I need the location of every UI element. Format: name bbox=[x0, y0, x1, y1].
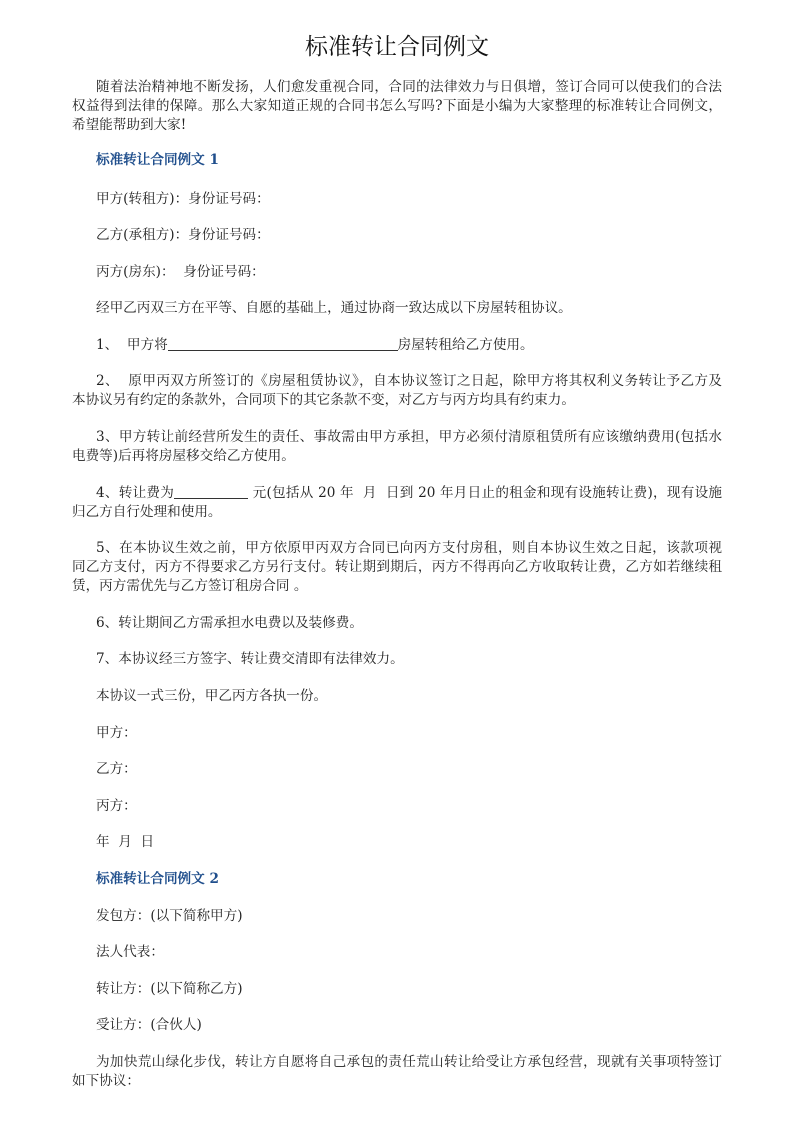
clause-6 bbox=[72, 614, 722, 633]
contractor-paragraph bbox=[72, 907, 722, 926]
signature-a bbox=[72, 724, 722, 743]
party-a-line: 甲方(转租方)：身份证号码： bbox=[96, 190, 270, 207]
signature-c-label: 丙方： bbox=[96, 797, 137, 814]
clause-line: 同乙方支付，丙方不得要求乙方另行支付。转让期到期后，丙方不得再向乙方收取转让费，乙方如若继续租 bbox=[72, 559, 722, 576]
section-2-heading-block bbox=[72, 870, 722, 889]
clause-1-prefix: 1、 甲方将 bbox=[96, 336, 168, 353]
clause-7 bbox=[72, 650, 722, 669]
clause-2 bbox=[72, 372, 722, 410]
clause-line: 6、转让期间乙方需承担水电费以及装修费。 bbox=[96, 614, 363, 631]
clause-1-suffix: 房屋转租给乙方使用。 bbox=[397, 336, 534, 353]
blank-underline bbox=[174, 486, 248, 499]
clause-3 bbox=[72, 428, 722, 466]
clause-5 bbox=[72, 539, 722, 596]
transferor-line: 转让方：(以下简称乙方) bbox=[96, 980, 243, 997]
document-title: 标准转让合同例文 bbox=[305, 34, 489, 60]
transferee-line: 受让方：(合伙人) bbox=[96, 1017, 202, 1034]
contractor-line: 发包方：(以下简称甲方) bbox=[96, 907, 243, 924]
signature-a-label: 甲方： bbox=[96, 724, 137, 741]
party-a-paragraph bbox=[72, 190, 722, 209]
copies-paragraph bbox=[72, 687, 722, 706]
blank-underline bbox=[168, 338, 398, 351]
clause-4-line bbox=[72, 484, 722, 503]
party-c-paragraph bbox=[72, 263, 722, 282]
intro-line: 希望能帮助到大家! bbox=[72, 116, 187, 133]
clause-line: 7、本协议经三方签字、转让费交清即有法律效力。 bbox=[96, 651, 404, 668]
clause-1 bbox=[72, 336, 722, 355]
party-c-line: 丙方(房东)： 身份证号码： bbox=[96, 263, 265, 280]
clause-4-suffix: 元(包括从 20 年 月 日到 20 年月日止的租金和现有设施转让费)，现有设施 bbox=[248, 484, 722, 501]
section-heading: 标准转让合同例文 1 bbox=[96, 151, 219, 168]
copies-line: 本协议一式三份，甲乙丙方各执一份。 bbox=[96, 688, 328, 705]
section-heading: 标准转让合同例文 2 bbox=[96, 871, 219, 887]
intro-line: 权益得到法律的保障。那么大家知道正规的合同书怎么写吗?下面是小编为大家整理的标准转让合同例文， bbox=[72, 97, 722, 114]
clause-line: 2、 原甲丙双方所签订的《房屋租赁协议》，自本协议签订之日起，除甲方将其权利义务转让予乙方及 bbox=[96, 373, 722, 390]
clause-line: 赁，丙方需优先与乙方签订租房合同 。 bbox=[72, 578, 308, 595]
date-paragraph bbox=[72, 833, 722, 852]
section-1-heading-block bbox=[72, 151, 722, 170]
clause-4-prefix: 4、转让费为 bbox=[96, 484, 175, 501]
document-body bbox=[72, 78, 722, 1109]
intro-line: 随着法治精神地不断发扬，人们愈发重视合同，合同的法律效力与日俱增，签订合同可以使我们的合法 bbox=[96, 78, 722, 95]
transferor-paragraph bbox=[72, 980, 722, 999]
preamble-paragraph bbox=[72, 299, 722, 318]
party-b-paragraph bbox=[72, 226, 722, 245]
date-line: 年 月 日 bbox=[96, 834, 155, 851]
clause-line: 本协议另有约定的条款外，合同项下的其它条款不变，对乙方与丙方均具有约束力。 bbox=[72, 392, 575, 409]
signature-b-label: 乙方： bbox=[96, 761, 137, 778]
signature-b bbox=[72, 760, 722, 779]
signature-c bbox=[72, 797, 722, 816]
clause-line: 归乙方自行处理和使用。 bbox=[72, 503, 222, 520]
legal-rep-paragraph bbox=[72, 943, 722, 962]
clause-1-line bbox=[72, 336, 722, 355]
preamble-line: 如下协议： bbox=[72, 1072, 140, 1089]
clause-line: 3、甲方转让前经营所发生的责任、事故需由甲方承担，甲方必须付清原租赁所有应该缴纳费用(包括水 bbox=[96, 429, 722, 446]
intro-paragraph bbox=[72, 78, 722, 135]
transferee-paragraph bbox=[72, 1016, 722, 1035]
preamble-line: 经甲乙丙双三方在平等、自愿的基础上，通过协商一致达成以下房屋转租协议。 bbox=[96, 300, 572, 317]
preamble-line: 为加快荒山绿化步伐，转让方自愿将自己承包的责任荒山转让给受让方承包经营，现就有关事项特签订 bbox=[96, 1053, 722, 1070]
clause-line: 5、在本协议生效之前，甲方依原甲丙双方合同已向丙方支付房租，则自本协议生效之日起，该款项视 bbox=[96, 540, 722, 557]
clause-4 bbox=[72, 484, 722, 522]
legal-rep-line: 法人代表： bbox=[96, 944, 164, 961]
section-2-preamble bbox=[72, 1053, 722, 1091]
party-b-line: 乙方(承租方)：身份证号码： bbox=[96, 227, 270, 244]
clause-line: 电费等)后再将房屋移交给乙方使用。 bbox=[72, 448, 295, 465]
